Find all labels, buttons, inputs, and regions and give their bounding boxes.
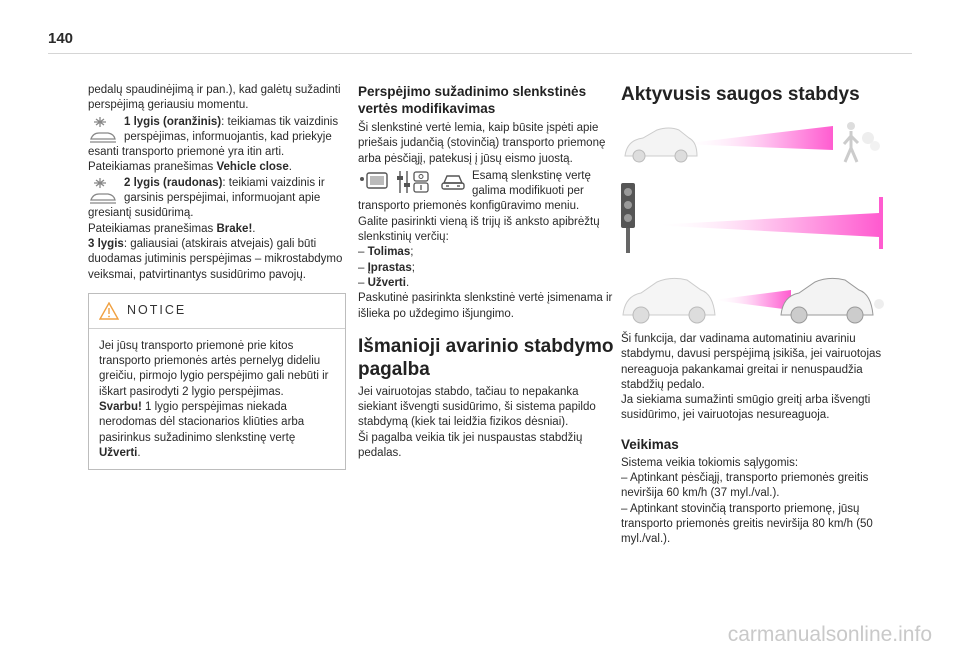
level2-label: 2 lygis (raudonas) bbox=[124, 176, 223, 189]
level2-text: : teikiami vaizdinis ir garsinis perspėjimai, informuojant apie gresiantį susidūrimą. bbox=[88, 176, 325, 220]
config-icons bbox=[358, 169, 466, 195]
operation-subheading: Veikimas bbox=[621, 436, 679, 452]
watermark: carmanualsonline.info bbox=[727, 623, 932, 646]
column-1 bbox=[88, 83, 346, 470]
threshold-option-1: – Tolimas; bbox=[358, 246, 414, 259]
operation-condition-2: – Aptinkant stovinčią transporto priemonę, jūsų transporto priemonės greitis neviršija 80 km/h (50 myl./val.). bbox=[621, 502, 873, 546]
notice-divider bbox=[89, 328, 345, 329]
notice-header bbox=[99, 302, 335, 320]
column-3 bbox=[621, 83, 883, 548]
level1-text: : teikiamas tik vaizdinis perspėjimas, informuojantis, kad priekyje esanti transporto priemonė yra itin arti. bbox=[88, 115, 339, 159]
notice-text-1: Jei jūsų transporto priemonė prie kitos transporto priemonės artės pernelyg dideliu greičiu, pirmojo lygio perspėjimo gali nebūti ir iškart pasirodyti 2 lygio perspėjimas. bbox=[99, 339, 329, 398]
threshold-icons-block bbox=[358, 169, 620, 215]
emergency-braking-text-2: Ši pagalba veikia tik jei nuspaustas stabdžių pedalas. bbox=[358, 431, 583, 460]
alert-level2-icon bbox=[88, 176, 118, 206]
active-brake-text-2: Ja siekiama sumažinti smūgio greitį arba išvengti susidūrimo, jei vairuotojas nesureaguoja. bbox=[621, 394, 871, 422]
page-number: 140 bbox=[48, 30, 74, 47]
notice-text-2: Svarbu! 1 lygio perspėjimas niekada nerodomas dėl stacionarios kliūties arba pasirinkus sužadinimo slenkstinę vertę Užverti. bbox=[99, 401, 305, 459]
threshold-text-2: Esamą slenkstinę vertę galima modifikuoti per transporto priemonės konfigūravimo meniu. bbox=[358, 169, 591, 213]
level2-message: Brake! bbox=[216, 222, 253, 235]
level1-block: 1 lygis (oranžinis): teikiamas tik vaizdinis perspėjimas, informuojantis, kad priekyje esanti transporto priemonė yra itin arti. Pateikiamas pranešimas Vehicle close. bbox=[88, 115, 339, 174]
threshold-heading: Perspėjimo sužadinimo slenkstinės vertės modifikavimas bbox=[358, 84, 587, 116]
level1-label: 1 lygis (oranžinis) bbox=[124, 115, 222, 128]
threshold-option-2: – Įprastas; bbox=[358, 261, 415, 274]
car-traffic-light-illustration bbox=[621, 173, 886, 253]
operation-text: Sistema veikia tokiomis sąlygomis: bbox=[621, 456, 799, 469]
settings-sliders-icon bbox=[396, 169, 434, 195]
active-brake-text-1: Ši funkcija, dar vadinama automatiniu avariniu stabdymu, davusi perspėjimą įsikiša, jei vairuotojas nereaguoja pakankamai greitai ir nenuspaudžia stabdžių pedalo. bbox=[621, 333, 882, 391]
car-front-icon bbox=[440, 171, 466, 193]
header-rule bbox=[48, 53, 912, 54]
emergency-braking-text-1: Jei vairuotojas stabdo, tačiau to nepakanka siekiant išvengti susidūrimo, ši sistema papildo stabdymą (kiek tai leidžia fizikos dėsniai). bbox=[358, 385, 596, 429]
threshold-text-4: Paskutinė pasirinkta slenkstinė vertė įsimenama ir išlieka po uždegimo išjungimo. bbox=[358, 292, 613, 320]
emergency-braking-heading: Išmanioji avarinio stabdymo pagalba bbox=[358, 335, 614, 380]
notice-title: NOTICE bbox=[127, 303, 187, 318]
car-pedestrian-illustration bbox=[621, 116, 886, 166]
threshold-text-1: Ši slenkstinė vertė lemia, kaip būsite įspėti apie priešais judančią (stovinčią) transporto priemonę arba pėsčiąjį, patekusį į jūsų eismo juostą. bbox=[358, 122, 606, 165]
level2-block: 2 lygis (raudonas): teikiami vaizdinis ir garsinis perspėjimai, informuojant apie gresiantį susidūrimą. Pateikiamas pranešimas Brake!. bbox=[88, 176, 325, 235]
level1-message: Vehicle close bbox=[216, 161, 289, 174]
warning-triangle-icon bbox=[99, 302, 119, 320]
screen-menu-icon bbox=[358, 170, 390, 194]
threshold-text-3: Galite pasirinkti vieną iš trijų iš anksto apibrėžtų slenkstinių verčių: bbox=[358, 215, 600, 244]
level3-text: 3 lygis: galiausiai (atskirais atvejais) gali būti duodamas jutiminis perspėjimas – mikrostabdymo veiksmai, patvirtinantys susidūrimo pavojų. bbox=[88, 237, 343, 281]
threshold-option-3: – Užverti. bbox=[358, 276, 410, 289]
intro-text: pedalų spaudinėjimą ir pan.), kad galėtų sužadinti perspėjimą geriausiu momentu. bbox=[88, 84, 341, 112]
active-safety-brake-heading: Aktyvusis saugos stabdys bbox=[621, 84, 860, 105]
notice-box bbox=[88, 293, 346, 470]
operation-condition-1: – Aptinkant pėsčiąjį, transporto priemonės greitis neviršija 60 km/h (37 myl./val.). bbox=[621, 472, 869, 500]
column-2 bbox=[358, 83, 620, 461]
car-following-car-illustration bbox=[621, 260, 886, 325]
alert-level1-icon bbox=[88, 115, 118, 145]
